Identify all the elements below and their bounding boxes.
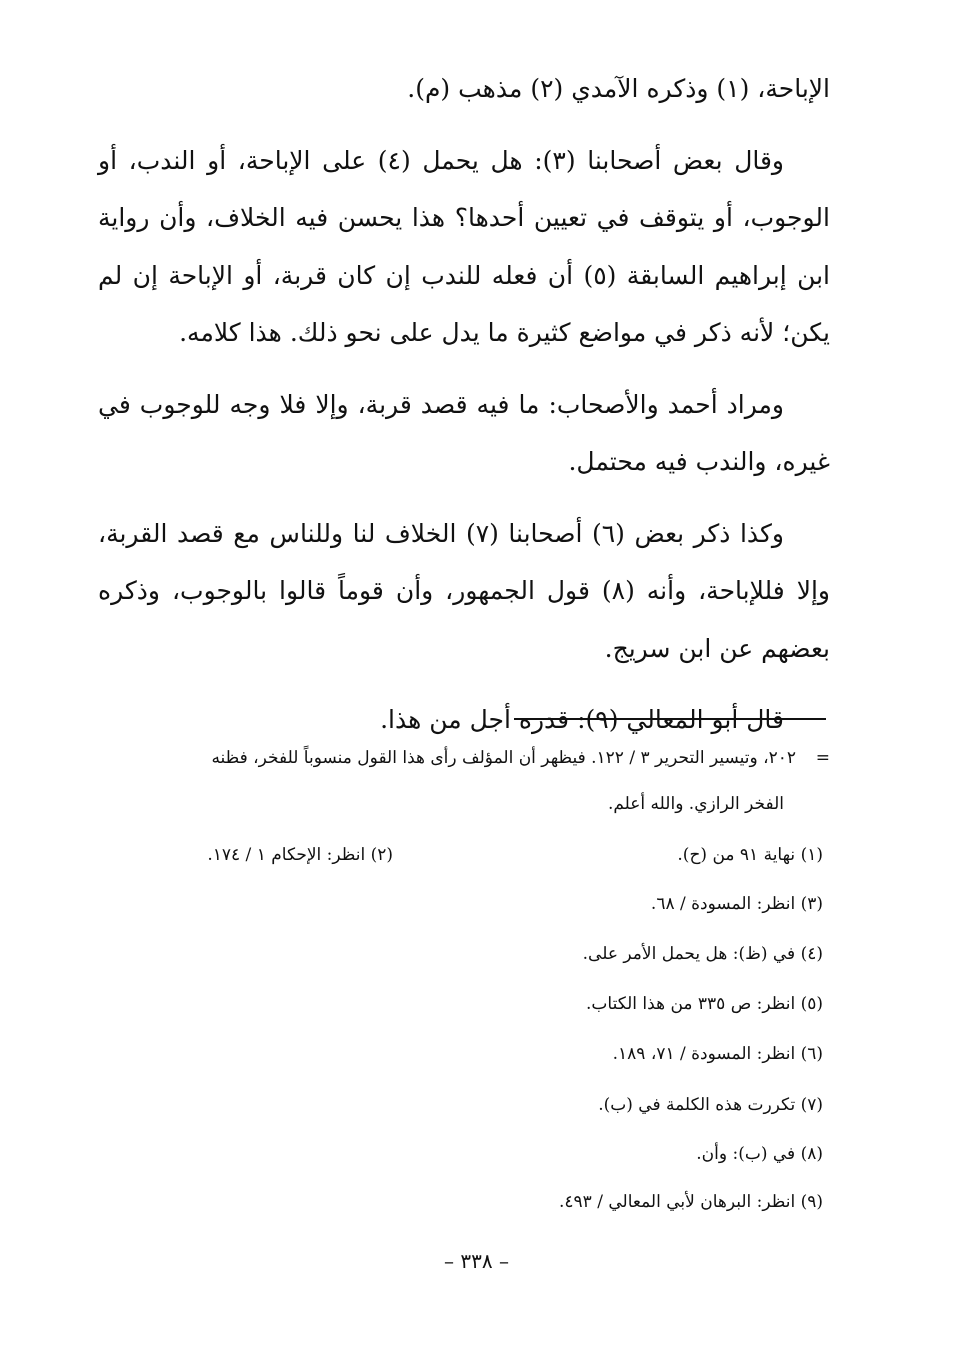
footnote-4: (٤) في (ظ): هل يحمل الأمر على. — [582, 944, 823, 964]
footnote-continuation — [98, 735, 830, 827]
footnote-6: (٦) انظر: المسودة / ٧١، ١٨٩. — [612, 1044, 823, 1064]
paragraph: وقال بعض أصحابنا (٣): هل يحمل (٤) على الإباحة، أو الندب، أو الوجوب، أو يتوقف في تعيين أحدها؟ هذا يحسن فيه الخلاف، وأن رواية ابن إبراهيم السابقة (٥) أن فعله للندب إن كان قربة، أو الإباحة إن لم يكن؛ لأنه ذكر في مواضع كثيرة ما يدل على نحو ذلك. هذا كلامه. — [98, 145, 831, 347]
footnote-9: (٩) انظر: البرهان لأبي المعالي / ٤٩٣. — [559, 1192, 823, 1212]
footnote-line: الفخر الرازي. والله أعلم. — [607, 794, 784, 814]
paragraph: قال أبو المعالي (٩): قدره أجل من هذا. — [380, 705, 784, 734]
footnote-separator — [514, 718, 826, 720]
footnote-3: (٣) انظر: المسودة / ٦٨. — [650, 894, 823, 914]
footnote-5: (٥) انظر: ص ٣٣٥ من هذا الكتاب. — [586, 994, 823, 1014]
footnote-line: ٢٠٢، وتيسير التحرير ٣ / ١٢٢. فيظهر أن المؤلف رأى هذا القول منسوباً للفخر، فظنه — [211, 748, 796, 768]
paragraph: وكذا ذكر بعض (٦) أصحابنا (٧) الخلاف لنا وللناس مع قصد القربة، وإلا فللإباحة، وأنه (٨) قول الجمهور، وأن قوماً قالوا بالوجوب، وذكره بعضهم عن ابن سريج. — [98, 518, 830, 663]
main-text — [98, 60, 830, 749]
paragraph: ومراد أحمد والأصحاب: ما فيه قصد قربة، وإلا فلا وجه للوجوب في غيره، والندب فيه محتمل. — [98, 389, 830, 476]
page-number: – ٣٣٨ – — [444, 1249, 509, 1273]
footnote-2: (٢) انظر: الإحكام ١ / ١٧٤. — [207, 845, 393, 865]
footnote-1: (١) نهاية ٩١ من (ح). — [677, 845, 823, 865]
footnote-7: (٧) تكررت هذه الكلمة في (ب). — [598, 1095, 823, 1115]
footnote-8: (٨) في (ب): وأن. — [696, 1144, 823, 1164]
paragraph: الإباحة، (١) وذكره الآمدي (٢) مذهب (م). — [407, 74, 830, 103]
continuation-marker: = — [815, 748, 830, 768]
